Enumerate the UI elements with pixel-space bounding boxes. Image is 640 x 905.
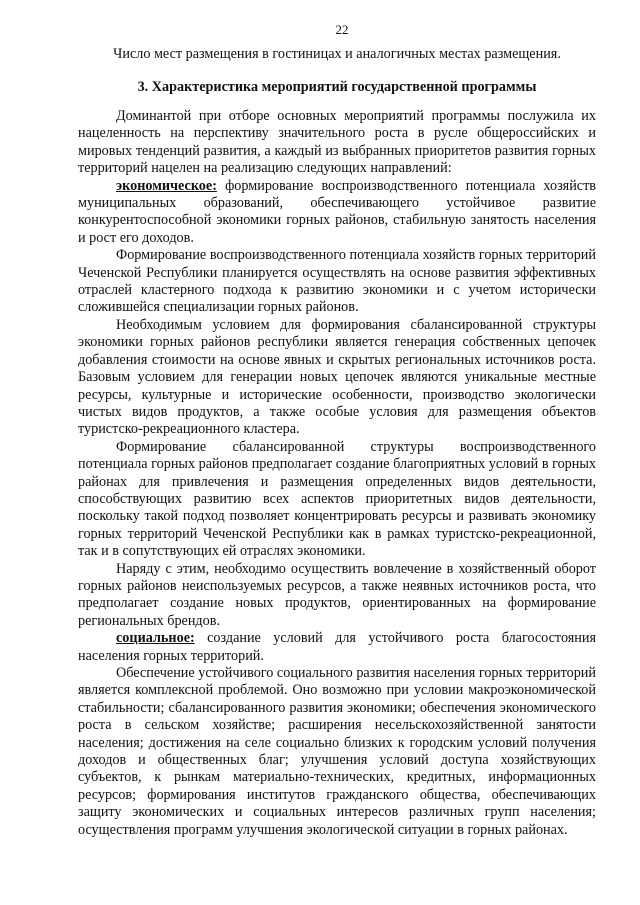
- paragraph-reproduction-potential: Формирование воспроизводственного потенциала хозяйств горных территорий Чеченской Республики планируется осуществлять на основе развития эффективных отраслей кластерного подхода к развитию экономики и с учетом исторически сложившейся специализации горных районов.: [78, 247, 596, 316]
- paragraph-favorable-conditions: Формирование сбалансированной структуры воспроизводственного потенциала горных районов предполагает создание благоприятных условий в горных районах для привлечения и размещения определенных видов деятельности, способствующих развитию всех аспектов приоритетных видов деятельности, поскольку такой подход позволяет концентрировать ресурсы и развивать экономику горных территорий Чеченской Республики как в рамках туристско-рекреационной, так и в сопутствующих ей отраслях экономики.: [78, 438, 596, 560]
- indicator-line: Число мест размещения в гостиницах и аналогичных местах размещения.: [113, 46, 561, 62]
- paragraph-social: [78, 630, 596, 665]
- paragraph-economic: [78, 178, 596, 248]
- economic-lead-term: экономическое:: [116, 177, 217, 194]
- paragraph-resources-involvement: Наряду с этим, необходимо осуществить вовлечение в хозяйственный оборот горных районов неиспользуемых ресурсов, а также неявных источников роста, что предполагает создание новых продуктов, ориентированных на формирование региональных брендов.: [78, 560, 596, 629]
- section-title: 3. Характеристика мероприятий государственной программы: [137, 79, 537, 95]
- social-text: создание условий для устойчивого роста благосостояния населения горных территорий.: [78, 630, 596, 664]
- page-number: 22: [335, 22, 349, 37]
- social-lead-term: социальное:: [116, 630, 195, 647]
- paragraph-balanced-structure: Необходимым условием для формирования сбалансированной структуры экономики горных районов республики является генерация собственных цепочек добавления стоимости на основе явных и скрытых региональных источников роста. Базовым условием для генерации новых цепочек являются уникальные местные ресурсы, культурные и исторические особенности, производство экологически чистых видов продуктов, а также особые условия для размещения объектов туристско-рекреационного кластера.: [78, 316, 596, 438]
- paragraph-intro: Доминантой при отборе основных мероприятий программы послужила их нацеленность на перспективу значительного роста в русле общероссийских и мировых тенденций развития, а каждый из выбранных приоритетов развития горных территорий нацелен на реализацию следующих направлений:: [78, 108, 596, 177]
- economic-text: формирование воспроизводственного потенциала хозяйств муниципальных образований, обеспечивающего устойчивое развитие конкурентоспособной экономики горных районов, стабильную занятость населения и рост его доходов.: [78, 177, 596, 246]
- paragraph-social-development: Обеспечение устойчивого социального развития населения горных территорий является комплексной проблемой. Оно возможно при условии макроэкономической стабильности; сбалансированного развития экономики; обеспечения экономического роста в сельском хозяйстве; расширения несельскохозяйственной занятости населения; достижения на селе социально близких к городским условий получения доходов и общественных благ; улучшения условий доступа хозяйствующих субъектов, к рынкам материально-технических, кредитных, информационных ресурсов; формирования институтов гражданского общества, обеспечивающих защиту экономических и социальных интересов различных групп населения; осуществления программ улучшения экологической ситуации в горных районах.: [78, 665, 596, 838]
